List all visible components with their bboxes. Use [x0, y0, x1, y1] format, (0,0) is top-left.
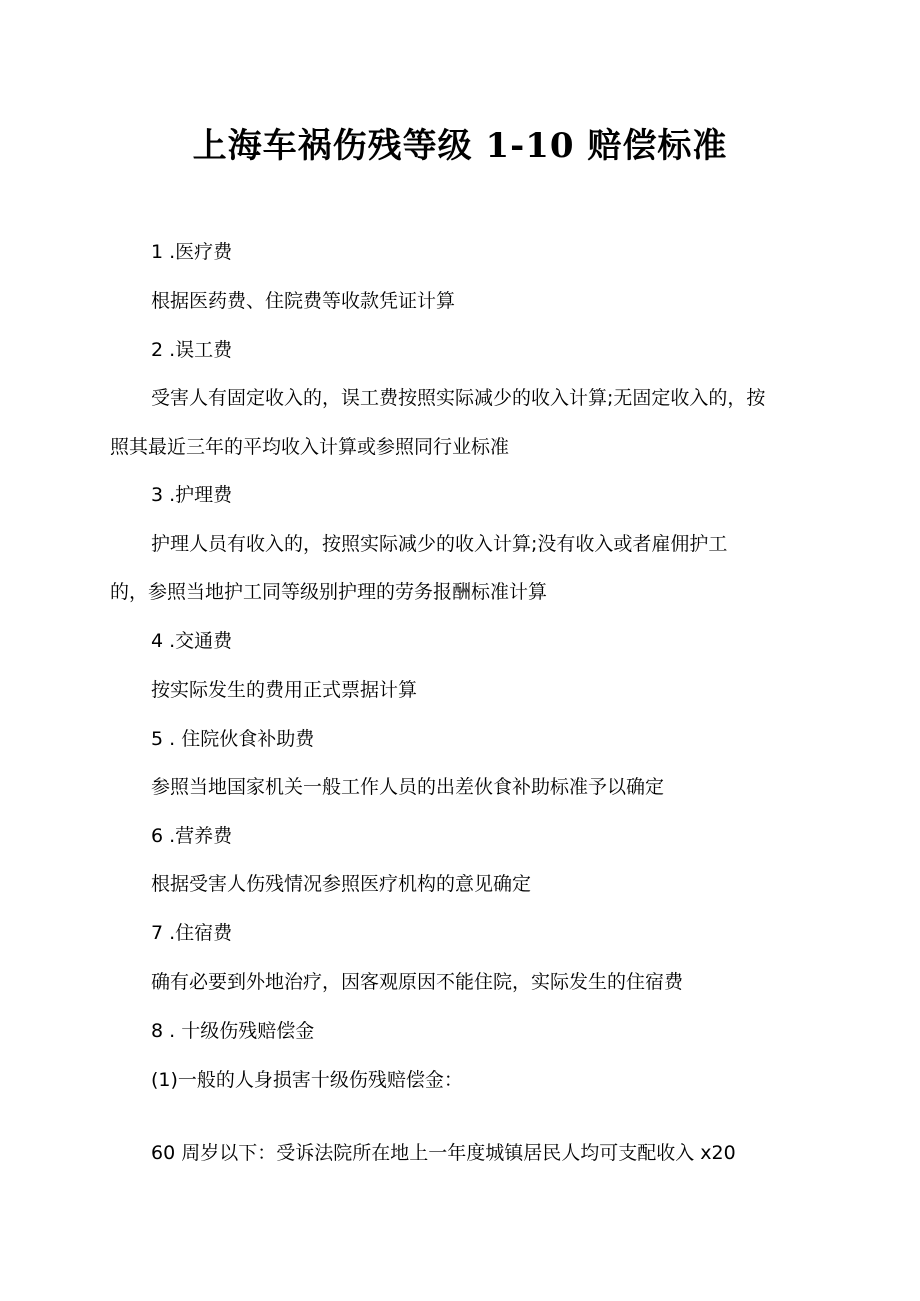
- paragraph-lodging: 确有必要到外地治疗，因客观原因不能住院，实际发生的住宿费: [151, 971, 684, 993]
- section-heading-lost-wages: 2 .误工费: [151, 339, 233, 361]
- section-heading-transport: 4 .交通费: [151, 630, 233, 652]
- paragraph-nutrition: 根据受害人伤残情况参照医疗机构的意见确定: [151, 873, 532, 895]
- section-heading-nursing: 3 .护理费: [151, 484, 233, 506]
- paragraph-medical: 根据医药费、住院费等收款凭证计算: [151, 290, 456, 312]
- paragraph-lost-wages-line2: 照其最近三年的平均收入计算或参照同行业标准: [110, 436, 510, 458]
- paragraph-meal-subsidy: 参照当地国家机关一般工作人员的出差伙食补助标准予以确定: [151, 776, 665, 798]
- paragraph-lost-wages-line1: 受害人有固定收入的，误工费按照实际减少的收入计算;无固定收入的，按: [151, 387, 766, 409]
- paragraph-nursing-line1: 护理人员有收入的，按照实际减少的收入计算;没有收入或者雇佣护工: [151, 533, 728, 555]
- section-heading-medical: 1 .医疗费: [151, 241, 233, 263]
- document-title: 上海车祸伤残等级 1-10 赔偿标准: [192, 126, 728, 166]
- section-heading-nutrition: 6 .营养费: [151, 825, 233, 847]
- section-heading-lodging: 7 .住宿费: [151, 922, 233, 944]
- section-heading-disability-compensation: 8 . 十级伤残赔偿金: [151, 1020, 315, 1042]
- section-heading-meal-subsidy: 5 . 住院伙食补助费: [151, 728, 315, 750]
- paragraph-under-60: 60 周岁以下：受诉法院所在地上一年度城镇居民人均可支配收入 x20: [151, 1142, 736, 1164]
- paragraph-nursing-line2: 的，参照当地护工同等级别护理的劳务报酬标准计算: [110, 581, 548, 603]
- paragraph-transport: 按实际发生的费用正式票据计算: [151, 679, 418, 701]
- subsection-general-disability: (1)一般的人身损害十级伤残赔偿金：: [151, 1069, 463, 1091]
